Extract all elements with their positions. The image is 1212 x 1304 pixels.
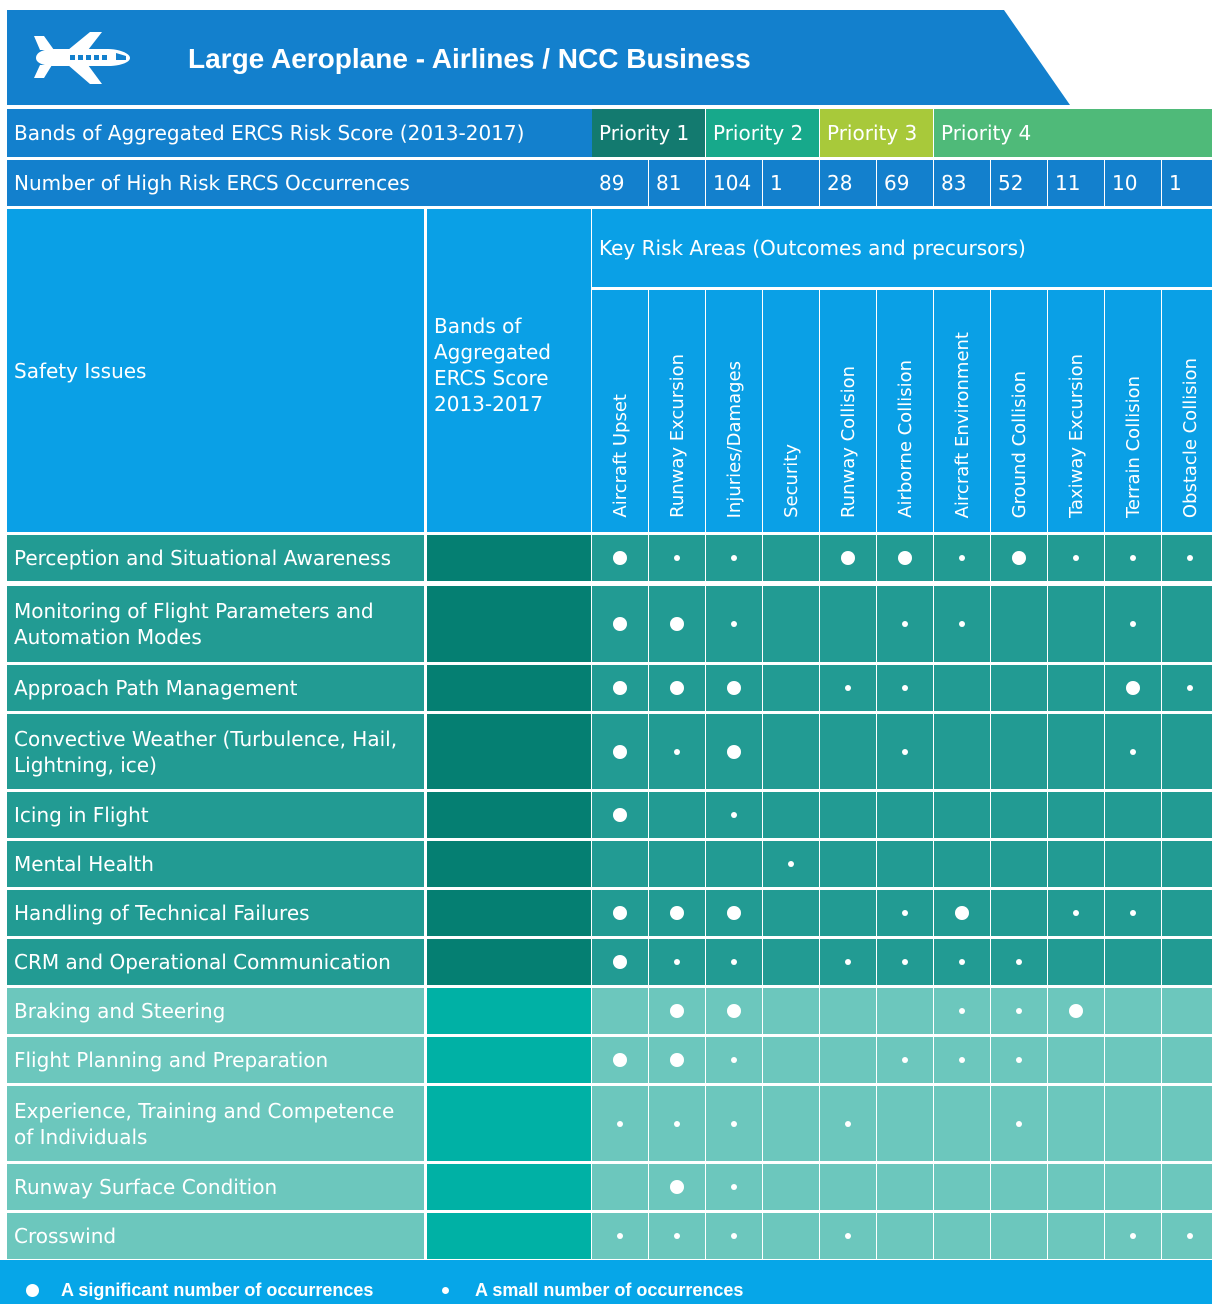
safety-issue-label: Braking and Steering — [7, 988, 424, 1034]
risk-cell — [706, 1037, 762, 1083]
risk-cell — [820, 890, 876, 936]
band-score-cell — [427, 939, 591, 985]
risk-cell — [991, 939, 1047, 985]
risk-cell — [877, 792, 933, 838]
small-dot-icon — [959, 621, 965, 627]
risk-cell — [706, 665, 762, 711]
risk-cell — [877, 841, 933, 887]
risk-cell — [934, 586, 990, 662]
risk-cell — [649, 714, 705, 789]
risk-cell — [1048, 1037, 1104, 1083]
large-dot-icon — [727, 681, 741, 695]
small-dot-icon — [731, 1121, 737, 1127]
large-dot-icon — [613, 617, 627, 631]
risk-cell — [877, 988, 933, 1034]
risk-cell — [592, 535, 648, 581]
band-score-cell — [427, 586, 591, 662]
risk-cell — [991, 714, 1047, 789]
legend — [0, 1260, 1212, 1304]
safety-issue-label: Icing in Flight — [7, 792, 424, 838]
legend-significant-label: A significant number of occurrences — [61, 1280, 374, 1300]
risk-cell — [1048, 841, 1104, 887]
risk-cell — [1105, 1213, 1161, 1259]
risk-cell — [934, 988, 990, 1034]
risk-cell — [706, 586, 762, 662]
risk-cell — [877, 586, 933, 662]
risk-cell — [820, 988, 876, 1034]
band-score-cell — [427, 988, 591, 1034]
risk-area-label: Terrain Collision — [1122, 375, 1144, 518]
bands-score-header: Bands of Aggregated ERCS Score 2013-2017 — [427, 209, 591, 532]
occurrence-count: 11 — [1048, 160, 1104, 206]
risk-cell — [592, 1213, 648, 1259]
risk-cell — [877, 535, 933, 581]
risk-area-column-header — [706, 290, 762, 532]
risk-cell — [649, 890, 705, 936]
risk-cell — [934, 665, 990, 711]
safety-issue-label: Flight Planning and Preparation — [7, 1037, 424, 1083]
small-dot-icon — [731, 555, 737, 561]
risk-cell — [1162, 841, 1212, 887]
risk-area-label: Airborne Collision — [894, 360, 916, 518]
risk-cell — [1105, 1164, 1161, 1210]
risk-cell — [820, 792, 876, 838]
risk-cell — [1105, 1037, 1161, 1083]
small-dot-icon — [731, 812, 737, 818]
risk-cell — [1162, 714, 1212, 789]
risk-cell — [706, 1164, 762, 1210]
risk-cell — [934, 792, 990, 838]
small-dot-icon — [902, 910, 908, 916]
priority-4-label: Priority 4 — [934, 109, 1212, 157]
priority-3-label: Priority 3 — [820, 109, 933, 157]
large-dot-icon — [613, 906, 627, 920]
risk-area-column-header — [1105, 290, 1161, 532]
risk-area-column-header — [820, 290, 876, 532]
risk-cell — [1105, 586, 1161, 662]
small-dot-icon — [442, 1287, 449, 1294]
risk-cell — [934, 714, 990, 789]
small-dot-icon — [1187, 685, 1193, 691]
small-dot-icon — [845, 959, 851, 965]
risk-cell — [991, 586, 1047, 662]
risk-cell — [706, 1086, 762, 1161]
risk-cell — [820, 939, 876, 985]
safety-issue-label: Runway Surface Condition — [7, 1164, 424, 1210]
risk-cell — [649, 665, 705, 711]
risk-cell — [820, 1164, 876, 1210]
risk-cell — [991, 841, 1047, 887]
risk-cell — [1162, 1086, 1212, 1161]
legend-significant — [26, 1280, 373, 1301]
risk-cell — [991, 1164, 1047, 1210]
risk-cell — [649, 586, 705, 662]
small-dot-icon — [674, 959, 680, 965]
risk-cell — [1048, 1086, 1104, 1161]
risk-cell — [820, 665, 876, 711]
risk-cell — [592, 665, 648, 711]
large-dot-icon — [955, 906, 969, 920]
risk-cell — [934, 1213, 990, 1259]
legend-small — [442, 1280, 743, 1301]
risk-area-column-header — [934, 290, 990, 532]
risk-cell — [763, 586, 819, 662]
risk-area-label: Ground Collision — [1008, 370, 1030, 518]
risk-cell — [991, 1037, 1047, 1083]
occurrence-count: 1 — [1162, 160, 1212, 206]
large-dot-icon — [613, 745, 627, 759]
small-dot-icon — [617, 1233, 623, 1239]
priority-1-label: Priority 1 — [592, 109, 705, 157]
occurrences-header-label: Number of High Risk ERCS Occurrences — [7, 160, 592, 206]
small-dot-icon — [731, 959, 737, 965]
small-dot-icon — [902, 685, 908, 691]
risk-area-column-header — [991, 290, 1047, 532]
safety-issue-label: Experience, Training and Competence of Individuals — [7, 1086, 424, 1161]
risk-cell — [820, 535, 876, 581]
risk-cell — [934, 1086, 990, 1161]
risk-cell — [592, 988, 648, 1034]
risk-cell — [592, 1086, 648, 1161]
small-dot-icon — [1016, 1121, 1022, 1127]
safety-issue-label: Handling of Technical Failures — [7, 890, 424, 936]
large-dot-icon — [898, 551, 912, 565]
risk-area-column-header — [649, 290, 705, 532]
bands-header-label: Bands of Aggregated ERCS Risk Score (2013-2017) — [7, 109, 592, 157]
risk-cell — [706, 714, 762, 789]
risk-cell — [706, 1213, 762, 1259]
small-dot-icon — [674, 1233, 680, 1239]
risk-cell — [649, 535, 705, 581]
occurrence-count: 104 — [706, 160, 762, 206]
risk-cell — [1105, 890, 1161, 936]
small-dot-icon — [1187, 1233, 1193, 1239]
small-dot-icon — [902, 1057, 908, 1063]
small-dot-icon — [1073, 555, 1079, 561]
large-dot-icon — [613, 551, 627, 565]
risk-cell — [1105, 665, 1161, 711]
small-dot-icon — [1130, 910, 1136, 916]
risk-cell — [706, 988, 762, 1034]
risk-cell — [592, 841, 648, 887]
risk-cell — [934, 535, 990, 581]
small-dot-icon — [845, 1233, 851, 1239]
band-score-cell — [427, 1213, 591, 1259]
large-dot-icon — [613, 681, 627, 695]
risk-cell — [820, 586, 876, 662]
large-dot-icon — [613, 1053, 627, 1067]
risk-cell — [1162, 586, 1212, 662]
risk-cell — [763, 665, 819, 711]
risk-cell — [592, 792, 648, 838]
band-score-cell — [427, 535, 591, 581]
risk-area-label: Runway Excursion — [666, 354, 688, 518]
risk-cell — [1048, 586, 1104, 662]
safety-issue-label: Perception and Situational Awareness — [7, 535, 424, 581]
risk-cell — [820, 1213, 876, 1259]
safety-issue-label: Monitoring of Flight Parameters and Automation Modes — [7, 586, 424, 662]
legend-small-label: A small number of occurrences — [475, 1280, 744, 1300]
small-dot-icon — [731, 1057, 737, 1063]
safety-issue-label: Mental Health — [7, 841, 424, 887]
key-risk-areas-header: Key Risk Areas (Outcomes and precursors) — [592, 209, 1212, 287]
risk-cell — [763, 890, 819, 936]
large-dot-icon — [1012, 551, 1026, 565]
risk-cell — [820, 1086, 876, 1161]
small-dot-icon — [959, 555, 965, 561]
large-dot-icon — [613, 955, 627, 969]
band-score-cell — [427, 792, 591, 838]
risk-cell — [706, 841, 762, 887]
small-dot-icon — [674, 1121, 680, 1127]
safety-issue-label: Crosswind — [7, 1213, 424, 1259]
band-score-cell — [427, 1164, 591, 1210]
risk-cell — [1162, 1037, 1212, 1083]
safety-issue-label: CRM and Operational Communication — [7, 939, 424, 985]
risk-cell — [877, 1213, 933, 1259]
large-dot-icon — [26, 1284, 39, 1297]
risk-cell — [649, 841, 705, 887]
large-dot-icon — [1069, 1004, 1083, 1018]
risk-cell — [649, 1213, 705, 1259]
small-dot-icon — [959, 959, 965, 965]
risk-area-column-header — [592, 290, 648, 532]
risk-cell — [1048, 1213, 1104, 1259]
risk-cell — [706, 535, 762, 581]
risk-cell — [1162, 665, 1212, 711]
airplane-icon — [30, 28, 135, 88]
risk-cell — [649, 988, 705, 1034]
risk-cell — [1105, 792, 1161, 838]
band-score-cell — [427, 1086, 591, 1161]
small-dot-icon — [674, 749, 680, 755]
small-dot-icon — [959, 1008, 965, 1014]
band-score-cell — [427, 665, 591, 711]
risk-area-label: Obstacle Collision — [1179, 357, 1201, 518]
band-score-cell — [427, 1037, 591, 1083]
page-title: Large Aeroplane - Airlines / NCC Business — [188, 43, 751, 74]
risk-cell — [763, 939, 819, 985]
risk-cell — [1048, 535, 1104, 581]
risk-cell — [1162, 890, 1212, 936]
risk-cell — [1162, 939, 1212, 985]
risk-cell — [1105, 714, 1161, 789]
large-dot-icon — [670, 1180, 684, 1194]
small-dot-icon — [1187, 555, 1193, 561]
small-dot-icon — [731, 1233, 737, 1239]
risk-cell — [877, 1037, 933, 1083]
risk-cell — [763, 1213, 819, 1259]
risk-cell — [991, 890, 1047, 936]
priority-2-label: Priority 2 — [706, 109, 819, 157]
risk-cell — [763, 1164, 819, 1210]
band-score-cell — [427, 890, 591, 936]
risk-cell — [1162, 792, 1212, 838]
risk-cell — [1105, 841, 1161, 887]
small-dot-icon — [1016, 959, 1022, 965]
risk-cell — [649, 1164, 705, 1210]
risk-cell — [991, 535, 1047, 581]
risk-cell — [763, 535, 819, 581]
risk-cell — [877, 1086, 933, 1161]
large-dot-icon — [670, 681, 684, 695]
risk-cell — [763, 714, 819, 789]
safety-issue-label: Convective Weather (Turbulence, Hail, Lightning, ice) — [7, 714, 424, 789]
large-dot-icon — [670, 906, 684, 920]
occurrence-count: 89 — [592, 160, 648, 206]
risk-cell — [649, 792, 705, 838]
small-dot-icon — [617, 1121, 623, 1127]
large-dot-icon — [1126, 681, 1140, 695]
risk-cell — [763, 792, 819, 838]
small-dot-icon — [902, 959, 908, 965]
band-score-cell — [427, 714, 591, 789]
risk-cell — [1048, 890, 1104, 936]
large-dot-icon — [841, 551, 855, 565]
safety-issues-header: Safety Issues — [7, 209, 424, 532]
risk-cell — [991, 1086, 1047, 1161]
small-dot-icon — [788, 861, 794, 867]
risk-cell — [592, 714, 648, 789]
risk-cell — [820, 841, 876, 887]
occurrence-count: 69 — [877, 160, 933, 206]
risk-cell — [706, 792, 762, 838]
large-dot-icon — [727, 745, 741, 759]
risk-cell — [706, 939, 762, 985]
occurrence-count: 81 — [649, 160, 705, 206]
large-dot-icon — [670, 617, 684, 631]
risk-cell — [820, 1037, 876, 1083]
risk-cell — [1162, 988, 1212, 1034]
band-score-cell — [427, 841, 591, 887]
risk-area-label: Security — [780, 444, 802, 518]
risk-cell — [592, 890, 648, 936]
risk-cell — [1048, 1164, 1104, 1210]
risk-cell — [934, 1037, 990, 1083]
small-dot-icon — [845, 1121, 851, 1127]
risk-cell — [1105, 988, 1161, 1034]
risk-cell — [991, 1213, 1047, 1259]
small-dot-icon — [674, 555, 680, 561]
small-dot-icon — [731, 621, 737, 627]
risk-cell — [706, 890, 762, 936]
risk-cell — [649, 939, 705, 985]
risk-cell — [592, 1164, 648, 1210]
risk-cell — [934, 939, 990, 985]
risk-area-label: Runway Collision — [837, 365, 859, 518]
risk-cell — [592, 939, 648, 985]
small-dot-icon — [1130, 749, 1136, 755]
large-dot-icon — [727, 906, 741, 920]
risk-cell — [820, 714, 876, 789]
risk-area-label: Taxiway Excursion — [1065, 353, 1087, 518]
small-dot-icon — [902, 621, 908, 627]
risk-area-column-header — [1048, 290, 1104, 532]
large-dot-icon — [613, 808, 627, 822]
occurrence-count: 28 — [820, 160, 876, 206]
risk-cell — [1162, 1164, 1212, 1210]
risk-area-column-header — [763, 290, 819, 532]
small-dot-icon — [959, 1057, 965, 1063]
risk-cell — [763, 988, 819, 1034]
risk-area-label: Aircraft Environment — [951, 331, 973, 518]
risk-cell — [877, 1164, 933, 1210]
large-dot-icon — [727, 1004, 741, 1018]
risk-cell — [763, 1086, 819, 1161]
risk-cell — [763, 841, 819, 887]
small-dot-icon — [902, 749, 908, 755]
safety-issue-label: Approach Path Management — [7, 665, 424, 711]
risk-cell — [877, 890, 933, 936]
risk-cell — [1048, 792, 1104, 838]
risk-cell — [649, 1037, 705, 1083]
risk-cell — [1105, 535, 1161, 581]
occurrence-count: 1 — [763, 160, 819, 206]
small-dot-icon — [1016, 1057, 1022, 1063]
risk-cell — [592, 1037, 648, 1083]
risk-cell — [1162, 1213, 1212, 1259]
risk-area-label: Aircraft Upset — [609, 394, 631, 518]
occurrence-count: 52 — [991, 160, 1047, 206]
risk-cell — [991, 988, 1047, 1034]
risk-area-column-header — [1162, 290, 1212, 532]
risk-cell — [877, 939, 933, 985]
small-dot-icon — [1130, 555, 1136, 561]
risk-cell — [592, 586, 648, 662]
risk-cell — [991, 665, 1047, 711]
large-dot-icon — [670, 1004, 684, 1018]
small-dot-icon — [1130, 1233, 1136, 1239]
small-dot-icon — [1073, 910, 1079, 916]
risk-cell — [763, 1037, 819, 1083]
occurrence-count: 10 — [1105, 160, 1161, 206]
risk-cell — [1048, 988, 1104, 1034]
risk-cell — [877, 665, 933, 711]
risk-cell — [934, 841, 990, 887]
large-dot-icon — [670, 1053, 684, 1067]
risk-cell — [1048, 939, 1104, 985]
risk-cell — [934, 890, 990, 936]
small-dot-icon — [731, 1184, 737, 1190]
risk-cell — [649, 1086, 705, 1161]
occurrence-count: 83 — [934, 160, 990, 206]
small-dot-icon — [845, 685, 851, 691]
risk-cell — [1105, 939, 1161, 985]
small-dot-icon — [1016, 1008, 1022, 1014]
risk-area-label: Injuries/Damages — [723, 360, 745, 518]
risk-cell — [1162, 535, 1212, 581]
small-dot-icon — [1130, 621, 1136, 627]
risk-cell — [1048, 665, 1104, 711]
risk-cell — [991, 792, 1047, 838]
risk-cell — [934, 1164, 990, 1210]
risk-cell — [877, 714, 933, 789]
risk-cell — [1048, 714, 1104, 789]
risk-cell — [1105, 1086, 1161, 1161]
risk-area-column-header — [877, 290, 933, 532]
